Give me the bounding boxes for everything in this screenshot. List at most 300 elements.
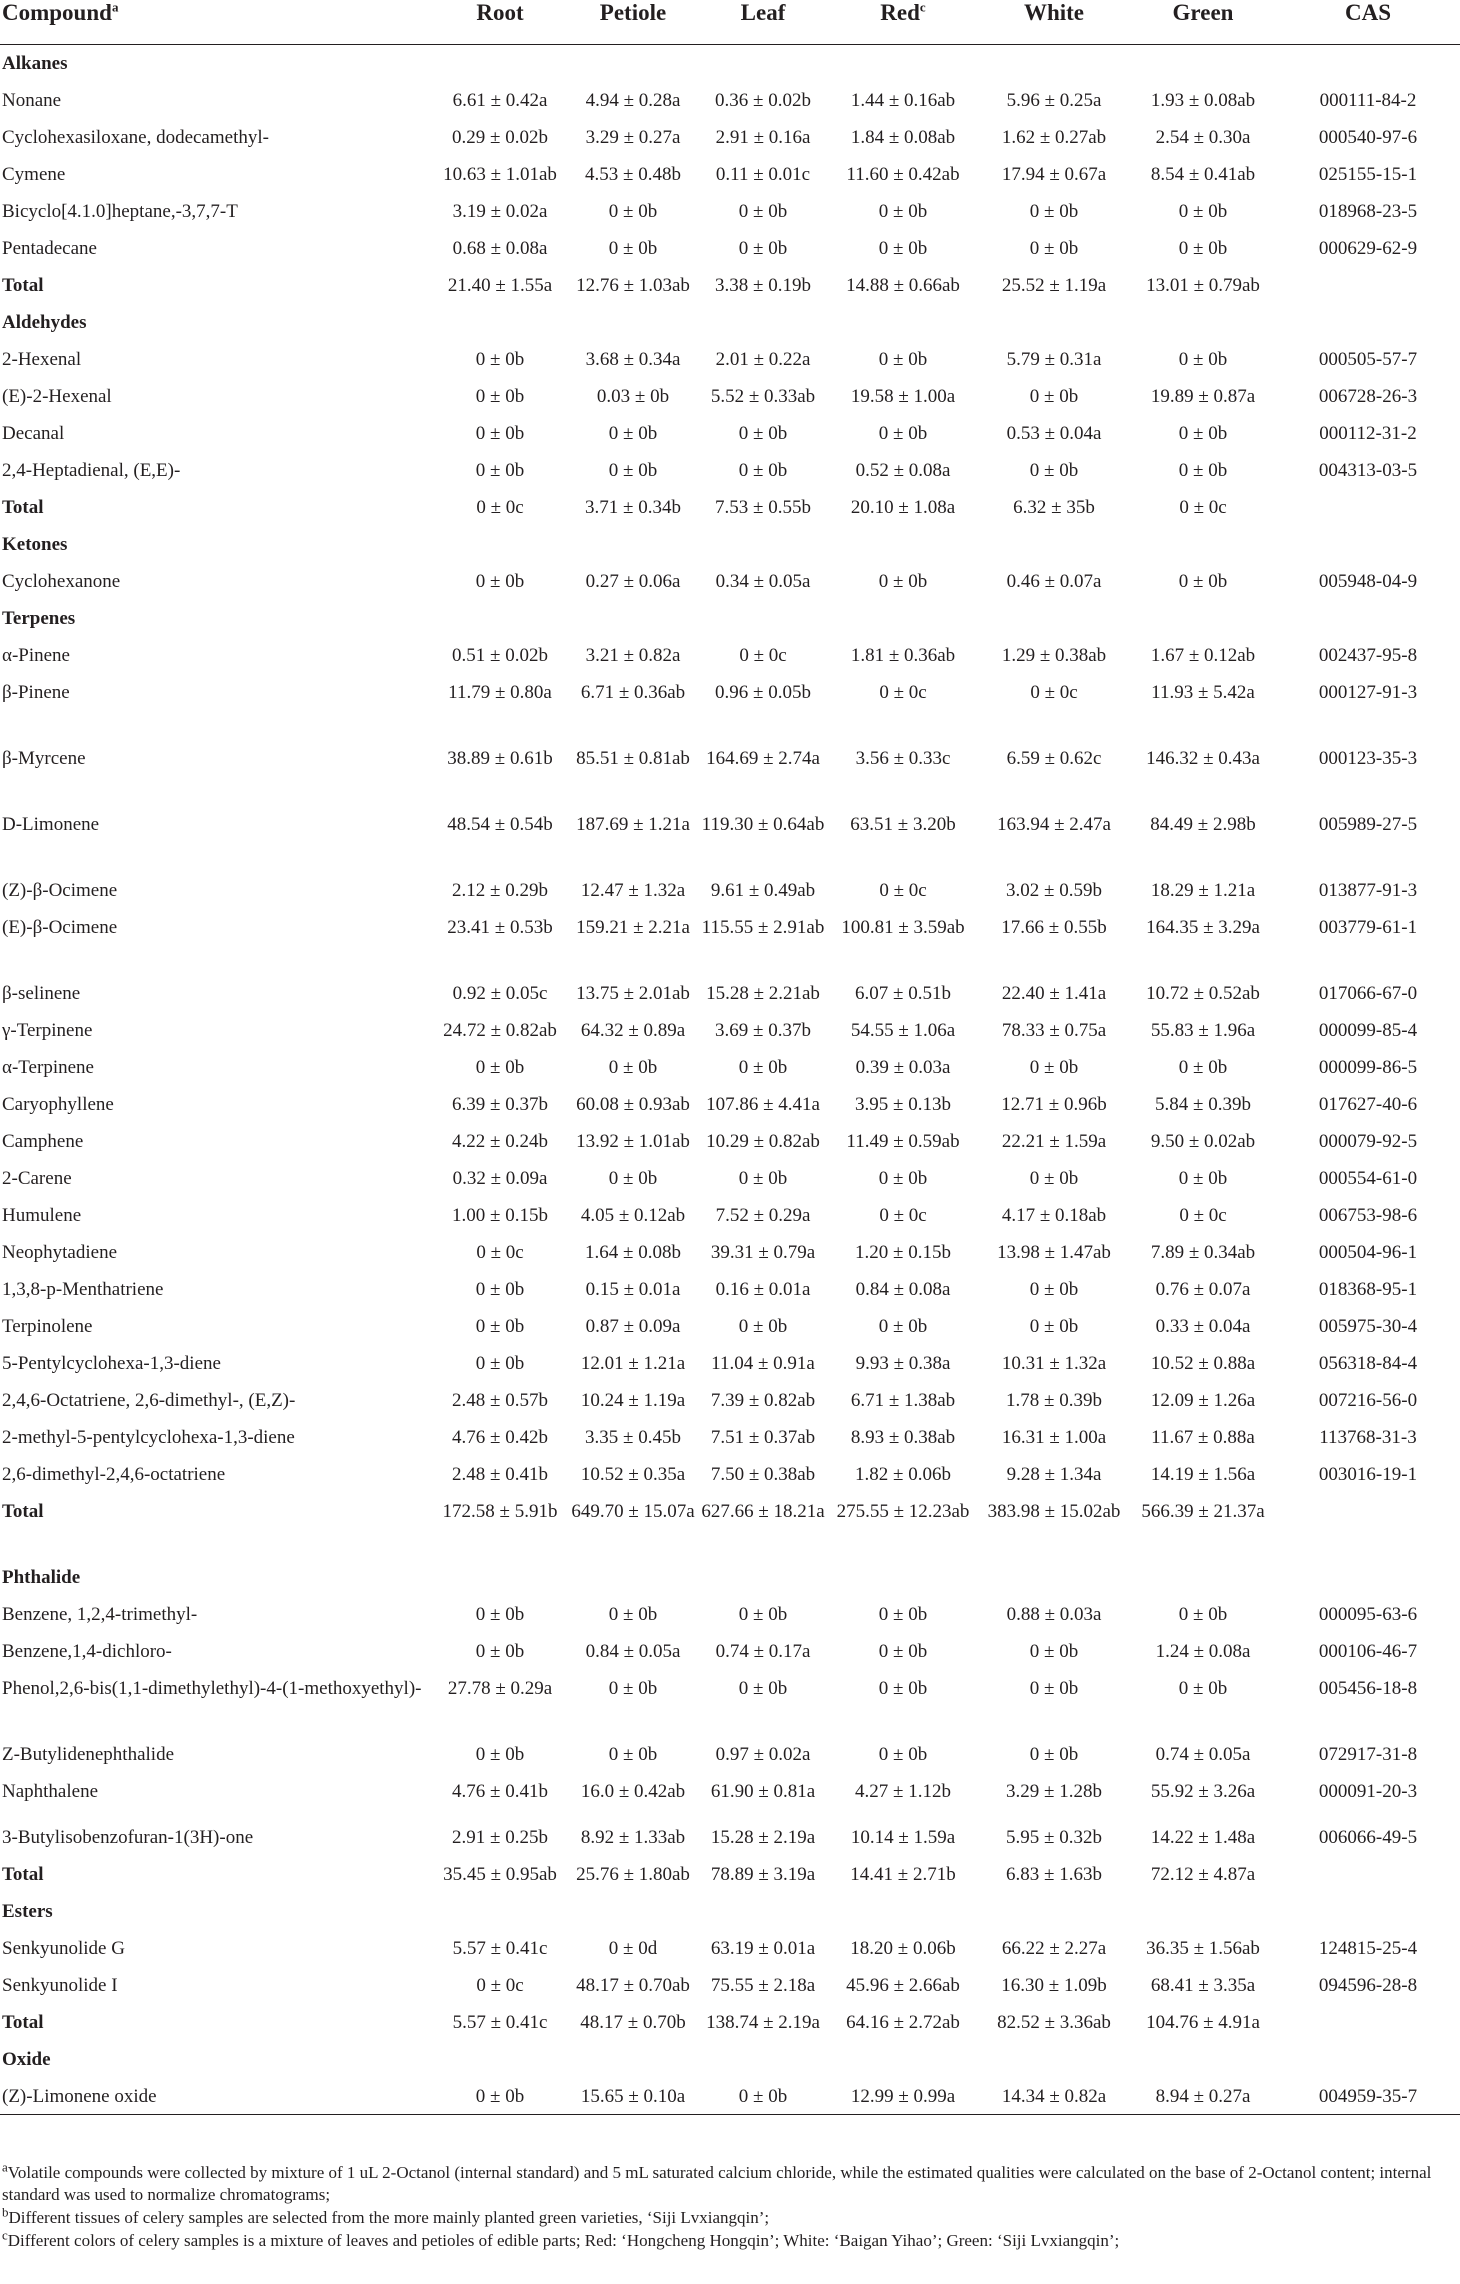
compound-name: Z-Butylidenephthalide — [2, 1743, 175, 1765]
cell-petiole: 0 ± 0d — [608, 1937, 658, 1959]
cell-red: 14.41 ± 2.71b — [850, 1863, 956, 1885]
compound-name: Neophytadiene — [2, 1241, 118, 1263]
compound-name: Decanal — [2, 422, 65, 444]
cell-cas: 056318-84-4 — [1318, 1352, 1418, 1374]
category-label: Oxide — [2, 2048, 51, 2070]
table-row — [0, 1773, 1460, 1810]
cell-green: 0 ± 0b — [1178, 348, 1228, 370]
cell-green: 36.35 ± 1.56ab — [1146, 1937, 1260, 1959]
cell-petiole: 0 ± 0b — [608, 1677, 658, 1699]
cell-red: 0 ± 0b — [878, 237, 928, 259]
cell-green: 7.89 ± 0.34ab — [1150, 1241, 1256, 1263]
cell-petiole: 3.71 ± 0.34b — [585, 496, 681, 518]
cell-white: 5.79 ± 0.31a — [1006, 348, 1102, 370]
cell-red: 0 ± 0b — [878, 1603, 928, 1625]
cell-root: 0 ± 0b — [475, 1603, 525, 1625]
cell-white: 1.78 ± 0.39b — [1006, 1389, 1102, 1411]
cell-petiole: 0.15 ± 0.01a — [585, 1278, 681, 1300]
table-row — [0, 230, 1460, 267]
cell-green: 0.76 ± 0.07a — [1155, 1278, 1251, 1300]
cell-leaf: 7.39 ± 0.82ab — [710, 1389, 816, 1411]
cell-red: 12.99 ± 0.99a — [850, 2085, 956, 2107]
cell-cas — [1276, 267, 1460, 304]
category-label: Phthalide — [2, 1566, 81, 1588]
cell-red: 0 ± 0b — [878, 348, 928, 370]
cell-green: 68.41 ± 3.35a — [1150, 1974, 1256, 1996]
compound-name: Naphthalene — [2, 1780, 99, 1802]
total-row — [0, 489, 1460, 526]
cell-root: 21.40 ± 1.55a — [447, 274, 553, 296]
total-row — [0, 1493, 1460, 1559]
cell-white: 6.83 ± 1.63b — [1006, 1863, 1102, 1885]
cell-green: 10.52 ± 0.88a — [1150, 1352, 1256, 1374]
table-row — [0, 637, 1460, 674]
cell-leaf: 15.28 ± 2.19a — [710, 1826, 816, 1848]
cell-cas: 000099-86-5 — [1318, 1056, 1418, 1078]
cell-petiole: 13.92 ± 1.01ab — [576, 1130, 690, 1152]
cell-petiole: 0 ± 0b — [608, 1167, 658, 1189]
table-row — [0, 1197, 1460, 1234]
cell-cas: 006066-49-5 — [1318, 1826, 1418, 1848]
table-row — [0, 1930, 1460, 1967]
header-green: Green — [1172, 0, 1234, 25]
cell-green: 5.84 ± 0.39b — [1155, 1093, 1251, 1115]
cell-petiole: 0 ± 0b — [608, 422, 658, 444]
cell-petiole: 25.76 ± 1.80ab — [576, 1863, 690, 1885]
cell-white: 1.62 ± 0.27ab — [1001, 126, 1107, 148]
cell-leaf: 0.36 ± 0.02b — [715, 89, 811, 111]
cell-white: 163.94 ± 2.47a — [997, 813, 1111, 835]
cell-red: 14.88 ± 0.66ab — [846, 274, 960, 296]
cell-green: 1.93 ± 0.08ab — [1150, 89, 1256, 111]
cell-petiole: 0.27 ± 0.06a — [585, 570, 681, 592]
cell-cas: 004959-35-7 — [1318, 2085, 1418, 2107]
cell-white: 13.98 ± 1.47ab — [997, 1241, 1111, 1263]
footnote — [2, 2227, 1454, 2252]
category-row — [0, 600, 1460, 637]
cell-root: 23.41 ± 0.53b — [447, 916, 553, 938]
cell-red: 18.20 ± 0.06b — [850, 1937, 956, 1959]
cell-green: 14.19 ± 1.56a — [1150, 1463, 1256, 1485]
cell-cas: 003779-61-1 — [1318, 916, 1418, 938]
table-row — [0, 1810, 1460, 1856]
cell-root: 48.54 ± 0.54b — [447, 813, 553, 835]
cell-leaf: 7.52 ± 0.29a — [715, 1204, 811, 1226]
cell-green: 0 ± 0b — [1178, 570, 1228, 592]
cell-petiole: 64.32 ± 0.89a — [580, 1019, 686, 1041]
cell-cas: 006753-98-6 — [1318, 1204, 1418, 1226]
cell-root: 5.57 ± 0.41c — [452, 1937, 548, 1959]
cell-leaf: 0 ± 0b — [738, 2085, 788, 2107]
cell-red: 0 ± 0b — [878, 570, 928, 592]
cell-leaf: 0 ± 0b — [738, 1677, 788, 1699]
cell-red: 6.71 ± 1.38ab — [850, 1389, 956, 1411]
cell-red: 0 ± 0b — [878, 1640, 928, 1662]
cell-white: 0 ± 0b — [1029, 1743, 1079, 1765]
compound-name: Benzene,1,4-dichloro- — [2, 1640, 172, 1662]
table-row — [0, 1012, 1460, 1049]
table-row — [0, 1596, 1460, 1633]
category-label: Alkanes — [2, 53, 68, 74]
cell-leaf: 39.31 ± 0.79a — [710, 1241, 816, 1263]
category-label: Terpenes — [2, 607, 76, 629]
cell-red: 100.81 ± 3.59ab — [841, 916, 965, 938]
cell-red: 19.58 ± 1.00a — [850, 385, 956, 407]
cell-leaf: 63.19 ± 0.01a — [710, 1937, 816, 1959]
cell-cas: 000091-20-3 — [1318, 1780, 1418, 1802]
cell-red: 275.55 ± 12.23ab — [836, 1500, 970, 1522]
cell-root: 6.61 ± 0.42a — [452, 89, 548, 111]
cell-white: 0 ± 0b — [1029, 1056, 1079, 1078]
compound-name: Phenol,2,6-bis(1,1-dimethylethyl)-4-(1-methoxyethyl)- — [2, 1677, 422, 1699]
table-row — [0, 1308, 1460, 1345]
cell-white: 0.88 ± 0.03a — [1006, 1603, 1102, 1625]
cell-red: 45.96 ± 2.66ab — [846, 1974, 960, 1996]
compound-name: 2,6-dimethyl-2,4,6-octatriene — [2, 1463, 226, 1485]
cell-root: 0 ± 0b — [475, 1315, 525, 1337]
cell-root: 0.68 ± 0.08a — [452, 237, 548, 259]
table-row — [0, 806, 1460, 872]
cell-cas: 113768-31-3 — [1319, 1426, 1417, 1448]
cell-white: 5.96 ± 0.25a — [1006, 89, 1102, 111]
cell-cas: 013877-91-3 — [1318, 879, 1418, 901]
cell-leaf: 9.61 ± 0.49ab — [710, 879, 816, 901]
footnotes — [2, 2159, 1454, 2253]
cell-white: 0 ± 0b — [1029, 1167, 1079, 1189]
cell-petiole: 8.92 ± 1.33ab — [580, 1826, 686, 1848]
cell-cas: 002437-95-8 — [1318, 644, 1418, 666]
cell-root: 4.76 ± 0.41b — [452, 1780, 548, 1802]
cell-leaf: 0.11 ± 0.01c — [715, 163, 811, 185]
compound-name: Terpinolene — [2, 1315, 93, 1337]
cell-red: 0.52 ± 0.08a — [855, 459, 951, 481]
cell-green: 0 ± 0b — [1178, 1167, 1228, 1189]
compound-name: D-Limonene — [2, 813, 100, 835]
cell-red: 1.44 ± 0.16ab — [850, 89, 956, 111]
cell-petiole: 3.29 ± 0.27a — [585, 126, 681, 148]
cell-cas: 000505-57-7 — [1318, 348, 1418, 370]
table-row — [0, 1049, 1460, 1086]
cell-cas: 072917-31-8 — [1318, 1743, 1418, 1765]
table-row — [0, 1670, 1460, 1736]
cell-white: 14.34 ± 0.82a — [1001, 2085, 1107, 2107]
cell-white: 16.31 ± 1.00a — [1001, 1426, 1107, 1448]
footnote-text: Different tissues of celery samples are selected from the more mainly planted green varieties, ‘Siji Lvxiangqin’; — [8, 2208, 770, 2227]
cell-cas: 094596-28-8 — [1318, 1974, 1418, 1996]
cell-petiole: 85.51 ± 0.81ab — [576, 747, 690, 769]
cell-leaf: 115.55 ± 2.91ab — [701, 916, 825, 938]
cell-petiole: 10.52 ± 0.35a — [580, 1463, 686, 1485]
cell-white: 10.31 ± 1.32a — [1001, 1352, 1107, 1374]
cell-green: 11.67 ± 0.88a — [1151, 1426, 1255, 1448]
compound-name: Total — [2, 1863, 44, 1885]
cell-white: 25.52 ± 1.19a — [1001, 274, 1107, 296]
cell-green: 566.39 ± 21.37a — [1141, 1500, 1265, 1522]
compound-name: Cyclohexasiloxane, dodecamethyl- — [2, 126, 269, 148]
cell-cas: 000106-46-7 — [1318, 1640, 1418, 1662]
cell-green: 146.32 ± 0.43a — [1146, 747, 1260, 769]
cell-white: 16.30 ± 1.09b — [1001, 1974, 1107, 1996]
compound-name: (E)-2-Hexenal — [2, 385, 112, 407]
cell-root: 0.29 ± 0.02b — [452, 126, 548, 148]
table-row — [0, 872, 1460, 909]
cell-petiole: 0 ± 0b — [608, 1743, 658, 1765]
cell-red: 54.55 ± 1.06a — [850, 1019, 956, 1041]
cell-red: 64.16 ± 2.72ab — [846, 2011, 960, 2033]
header-compound: Compound$^a$ — [2, 0, 119, 25]
cell-petiole: 4.94 ± 0.28a — [585, 89, 681, 111]
cell-root: 2.12 ± 0.29b — [452, 879, 548, 901]
cell-root: 11.79 ± 0.80a — [448, 681, 552, 703]
cell-green: 13.01 ± 0.79ab — [1146, 274, 1260, 296]
cell-petiole: 48.17 ± 0.70ab — [576, 1974, 690, 1996]
cell-root: 0 ± 0b — [475, 1352, 525, 1374]
cell-green: 1.67 ± 0.12ab — [1150, 644, 1256, 666]
cell-leaf: 107.86 ± 4.41a — [706, 1093, 820, 1115]
compound-name: α-Terpinene — [2, 1056, 94, 1078]
table-row — [0, 1271, 1460, 1308]
cell-white: 4.17 ± 0.18ab — [1001, 1204, 1107, 1226]
cell-cas — [1276, 2004, 1460, 2041]
cell-leaf: 2.91 ± 0.16a — [715, 126, 811, 148]
compound-name: Humulene — [2, 1204, 82, 1226]
cell-white: 0 ± 0b — [1029, 459, 1079, 481]
compound-name: 2,4,6-Octatriene, 2,6-dimethyl-, (E,Z)- — [2, 1389, 296, 1411]
cell-petiole: 12.76 ± 1.03ab — [576, 274, 690, 296]
cell-root: 27.78 ± 0.29a — [447, 1677, 553, 1699]
cell-cas: 007216-56-0 — [1318, 1389, 1418, 1411]
cell-cas: 000629-62-9 — [1318, 237, 1418, 259]
cell-green: 84.49 ± 2.98b — [1150, 813, 1256, 835]
cell-petiole: 0.03 ± 0b — [596, 385, 670, 407]
category-label: Ketones — [2, 533, 68, 555]
cell-root: 0 ± 0b — [475, 1056, 525, 1078]
compound-name: β-Myrcene — [2, 747, 86, 769]
cell-green: 8.94 ± 0.27a — [1155, 2085, 1251, 2107]
cell-leaf: 0 ± 0b — [738, 1603, 788, 1625]
header-cas: CAS — [1344, 0, 1391, 25]
table-row — [0, 1345, 1460, 1382]
compound-name: Benzene, 1,2,4-trimethyl- — [2, 1603, 198, 1625]
category-row — [0, 304, 1460, 341]
cell-petiole: 0 ± 0b — [608, 459, 658, 481]
cell-white: 383.98 ± 15.02ab — [987, 1500, 1121, 1522]
cell-petiole: 4.05 ± 0.12ab — [580, 1204, 686, 1226]
cell-leaf: 0.96 ± 0.05b — [715, 681, 811, 703]
cell-red: 0.84 ± 0.08a — [855, 1278, 951, 1300]
compound-name: (Z)-Limonene oxide — [2, 2085, 157, 2107]
cell-leaf: 0 ± 0b — [738, 422, 788, 444]
cell-green: 14.22 ± 1.48a — [1150, 1826, 1256, 1848]
cell-cas: 005456-18-8 — [1318, 1677, 1418, 1699]
cell-root: 4.76 ± 0.42b — [452, 1426, 548, 1448]
cell-root: 0 ± 0b — [475, 570, 525, 592]
cell-red: 1.81 ± 0.36ab — [850, 644, 956, 666]
compound-name: Cymene — [2, 163, 66, 185]
cell-petiole: 10.24 ± 1.19a — [580, 1389, 686, 1411]
cell-root: 0 ± 0c — [476, 1974, 524, 1996]
cell-cas — [1276, 489, 1460, 526]
cell-leaf: 627.66 ± 18.21a — [701, 1500, 825, 1522]
cell-white: 82.52 ± 3.36ab — [997, 2011, 1111, 2033]
cell-leaf: 5.52 ± 0.33ab — [710, 385, 816, 407]
header-leaf: Leaf — [740, 0, 786, 25]
cell-leaf: 0 ± 0b — [738, 1167, 788, 1189]
table-row — [0, 1234, 1460, 1271]
cell-white: 12.71 ± 0.96b — [1001, 1093, 1107, 1115]
cell-petiole: 13.75 ± 2.01ab — [576, 982, 690, 1004]
table-row — [0, 378, 1460, 415]
header-white: White — [1023, 0, 1085, 25]
cell-white: 0 ± 0b — [1029, 237, 1079, 259]
cell-root: 5.57 ± 0.41c — [452, 2011, 548, 2033]
cell-cas: 005975-30-4 — [1318, 1315, 1418, 1337]
cell-root: 38.89 ± 0.61b — [447, 747, 553, 769]
cell-cas: 000079-92-5 — [1318, 1130, 1418, 1152]
cell-petiole: 0.84 ± 0.05a — [585, 1640, 681, 1662]
cell-cas: 000099-85-4 — [1318, 1019, 1418, 1041]
cell-green: 0 ± 0b — [1178, 200, 1228, 222]
cell-cas: 017627-40-6 — [1318, 1093, 1418, 1115]
cell-red: 0 ± 0c — [879, 879, 927, 901]
header-petiole: Petiole — [599, 0, 667, 25]
cell-white: 5.95 ± 0.32b — [1006, 1826, 1102, 1848]
cell-cas: 018368-95-1 — [1318, 1278, 1418, 1300]
footnote-marker: a — [2, 2159, 8, 2175]
footnote-marker: c — [2, 2227, 8, 2243]
cell-leaf: 0.16 ± 0.01a — [715, 1278, 811, 1300]
category-row — [0, 2041, 1460, 2078]
cell-leaf: 0 ± 0c — [739, 644, 787, 666]
cell-cas: 000554-61-0 — [1318, 1167, 1418, 1189]
table-row — [0, 452, 1460, 489]
cell-leaf: 2.01 ± 0.22a — [715, 348, 811, 370]
cell-root: 0 ± 0c — [476, 496, 524, 518]
cell-white: 0 ± 0b — [1029, 200, 1079, 222]
footnote — [2, 2159, 1454, 2206]
cell-cas: 124815-25-4 — [1318, 1937, 1418, 1959]
cell-leaf: 138.74 ± 2.19a — [706, 2011, 820, 2033]
cell-leaf: 3.38 ± 0.19b — [715, 274, 811, 296]
cell-leaf: 0.97 ± 0.02a — [715, 1743, 811, 1765]
cell-red: 6.07 ± 0.51b — [855, 982, 951, 1004]
cell-root: 0.51 ± 0.02b — [452, 644, 548, 666]
compound-name: Total — [2, 274, 44, 296]
cell-cas — [1276, 1493, 1460, 1559]
cell-leaf: 7.51 ± 0.37ab — [710, 1426, 816, 1448]
cell-green: 0 ± 0b — [1178, 422, 1228, 444]
cell-cas: 000123-35-3 — [1318, 747, 1418, 769]
cell-green: 0 ± 0b — [1178, 1056, 1228, 1078]
cell-leaf: 164.69 ± 2.74a — [706, 747, 820, 769]
table-row — [0, 119, 1460, 156]
cell-green: 11.93 ± 5.42a — [1151, 681, 1255, 703]
cell-white: 0 ± 0b — [1029, 1677, 1079, 1699]
total-row — [0, 1856, 1460, 1893]
cell-green: 0 ± 0c — [1179, 1204, 1227, 1226]
cell-leaf: 7.50 ± 0.38ab — [710, 1463, 816, 1485]
cell-root: 0 ± 0c — [476, 1241, 524, 1263]
cell-root: 2.91 ± 0.25b — [452, 1826, 548, 1848]
cell-leaf: 3.69 ± 0.37b — [715, 1019, 811, 1041]
cell-petiole: 4.53 ± 0.48b — [585, 163, 681, 185]
cell-root: 4.22 ± 0.24b — [452, 1130, 548, 1152]
cell-root: 0 ± 0b — [475, 1743, 525, 1765]
header-red: Red$^c$ — [880, 0, 926, 25]
cell-white: 0.46 ± 0.07a — [1006, 570, 1102, 592]
cell-petiole: 0 ± 0b — [608, 1603, 658, 1625]
cell-leaf: 61.90 ± 0.81a — [710, 1780, 816, 1802]
cell-green: 72.12 ± 4.87a — [1150, 1863, 1256, 1885]
cell-red: 0 ± 0b — [878, 1743, 928, 1765]
cell-petiole: 0 ± 0b — [608, 200, 658, 222]
cell-white: 0 ± 0b — [1029, 1315, 1079, 1337]
cell-red: 11.49 ± 0.59ab — [846, 1130, 960, 1152]
cell-red: 0 ± 0b — [878, 1167, 928, 1189]
footnote — [2, 2204, 1454, 2229]
table-row — [0, 1419, 1460, 1456]
cell-green: 0 ± 0b — [1178, 1677, 1228, 1699]
cell-leaf: 0 ± 0b — [738, 459, 788, 481]
table-row — [0, 2078, 1460, 2115]
cell-root: 172.58 ± 5.91b — [442, 1500, 558, 1522]
cell-petiole: 16.0 ± 0.42ab — [580, 1780, 686, 1802]
cell-leaf: 119.30 ± 0.64ab — [701, 813, 825, 835]
cell-leaf: 0 ± 0b — [738, 200, 788, 222]
cell-root: 0 ± 0b — [475, 348, 525, 370]
total-row — [0, 2004, 1460, 2041]
compound-name: Camphene — [2, 1130, 84, 1152]
compound-name: Total — [2, 496, 44, 518]
cell-red: 0 ± 0b — [878, 422, 928, 444]
compound-name: β-Pinene — [2, 681, 70, 703]
cell-root: 6.39 ± 0.37b — [452, 1093, 548, 1115]
cell-green: 12.09 ± 1.26a — [1150, 1389, 1256, 1411]
cell-green: 19.89 ± 0.87a — [1150, 385, 1256, 407]
cell-white: 9.28 ± 1.34a — [1006, 1463, 1102, 1485]
cell-white: 6.32 ± 35b — [1013, 496, 1095, 518]
compound-name: 2-Hexenal — [2, 348, 82, 370]
cell-root: 0 ± 0b — [475, 2085, 525, 2107]
cell-root: 0.32 ± 0.09a — [452, 1167, 548, 1189]
compound-name: Caryophyllene — [2, 1093, 114, 1115]
compound-name: Senkyunolide I — [2, 1974, 118, 1996]
table-row — [0, 1736, 1460, 1773]
cell-petiole: 0.87 ± 0.09a — [585, 1315, 681, 1337]
cell-root: 0 ± 0b — [475, 1278, 525, 1300]
compound-name: 2-Carene — [2, 1167, 72, 1189]
total-row — [0, 267, 1460, 304]
category-row — [0, 1559, 1460, 1596]
cell-petiole: 12.01 ± 1.21a — [580, 1352, 686, 1374]
cell-petiole: 12.47 ± 1.32a — [580, 879, 686, 901]
cell-red: 9.93 ± 0.38a — [855, 1352, 951, 1374]
cell-green: 55.92 ± 3.26a — [1150, 1780, 1256, 1802]
cell-green: 10.72 ± 0.52ab — [1146, 982, 1260, 1004]
table-row — [0, 1123, 1460, 1160]
cell-green: 18.29 ± 1.21a — [1150, 879, 1256, 901]
cell-leaf: 75.55 ± 2.18a — [710, 1974, 816, 1996]
cell-leaf: 11.04 ± 0.91a — [711, 1352, 815, 1374]
cell-red: 0 ± 0c — [879, 1204, 927, 1226]
table-row — [0, 1086, 1460, 1123]
footnote-marker: b — [2, 2204, 9, 2220]
cell-white: 17.66 ± 0.55b — [1001, 916, 1107, 938]
table-row — [0, 909, 1460, 975]
cell-red: 4.27 ± 1.12b — [855, 1780, 951, 1802]
cell-petiole: 187.69 ± 1.21a — [576, 813, 690, 835]
cell-cas: 017066-67-0 — [1318, 982, 1418, 1004]
